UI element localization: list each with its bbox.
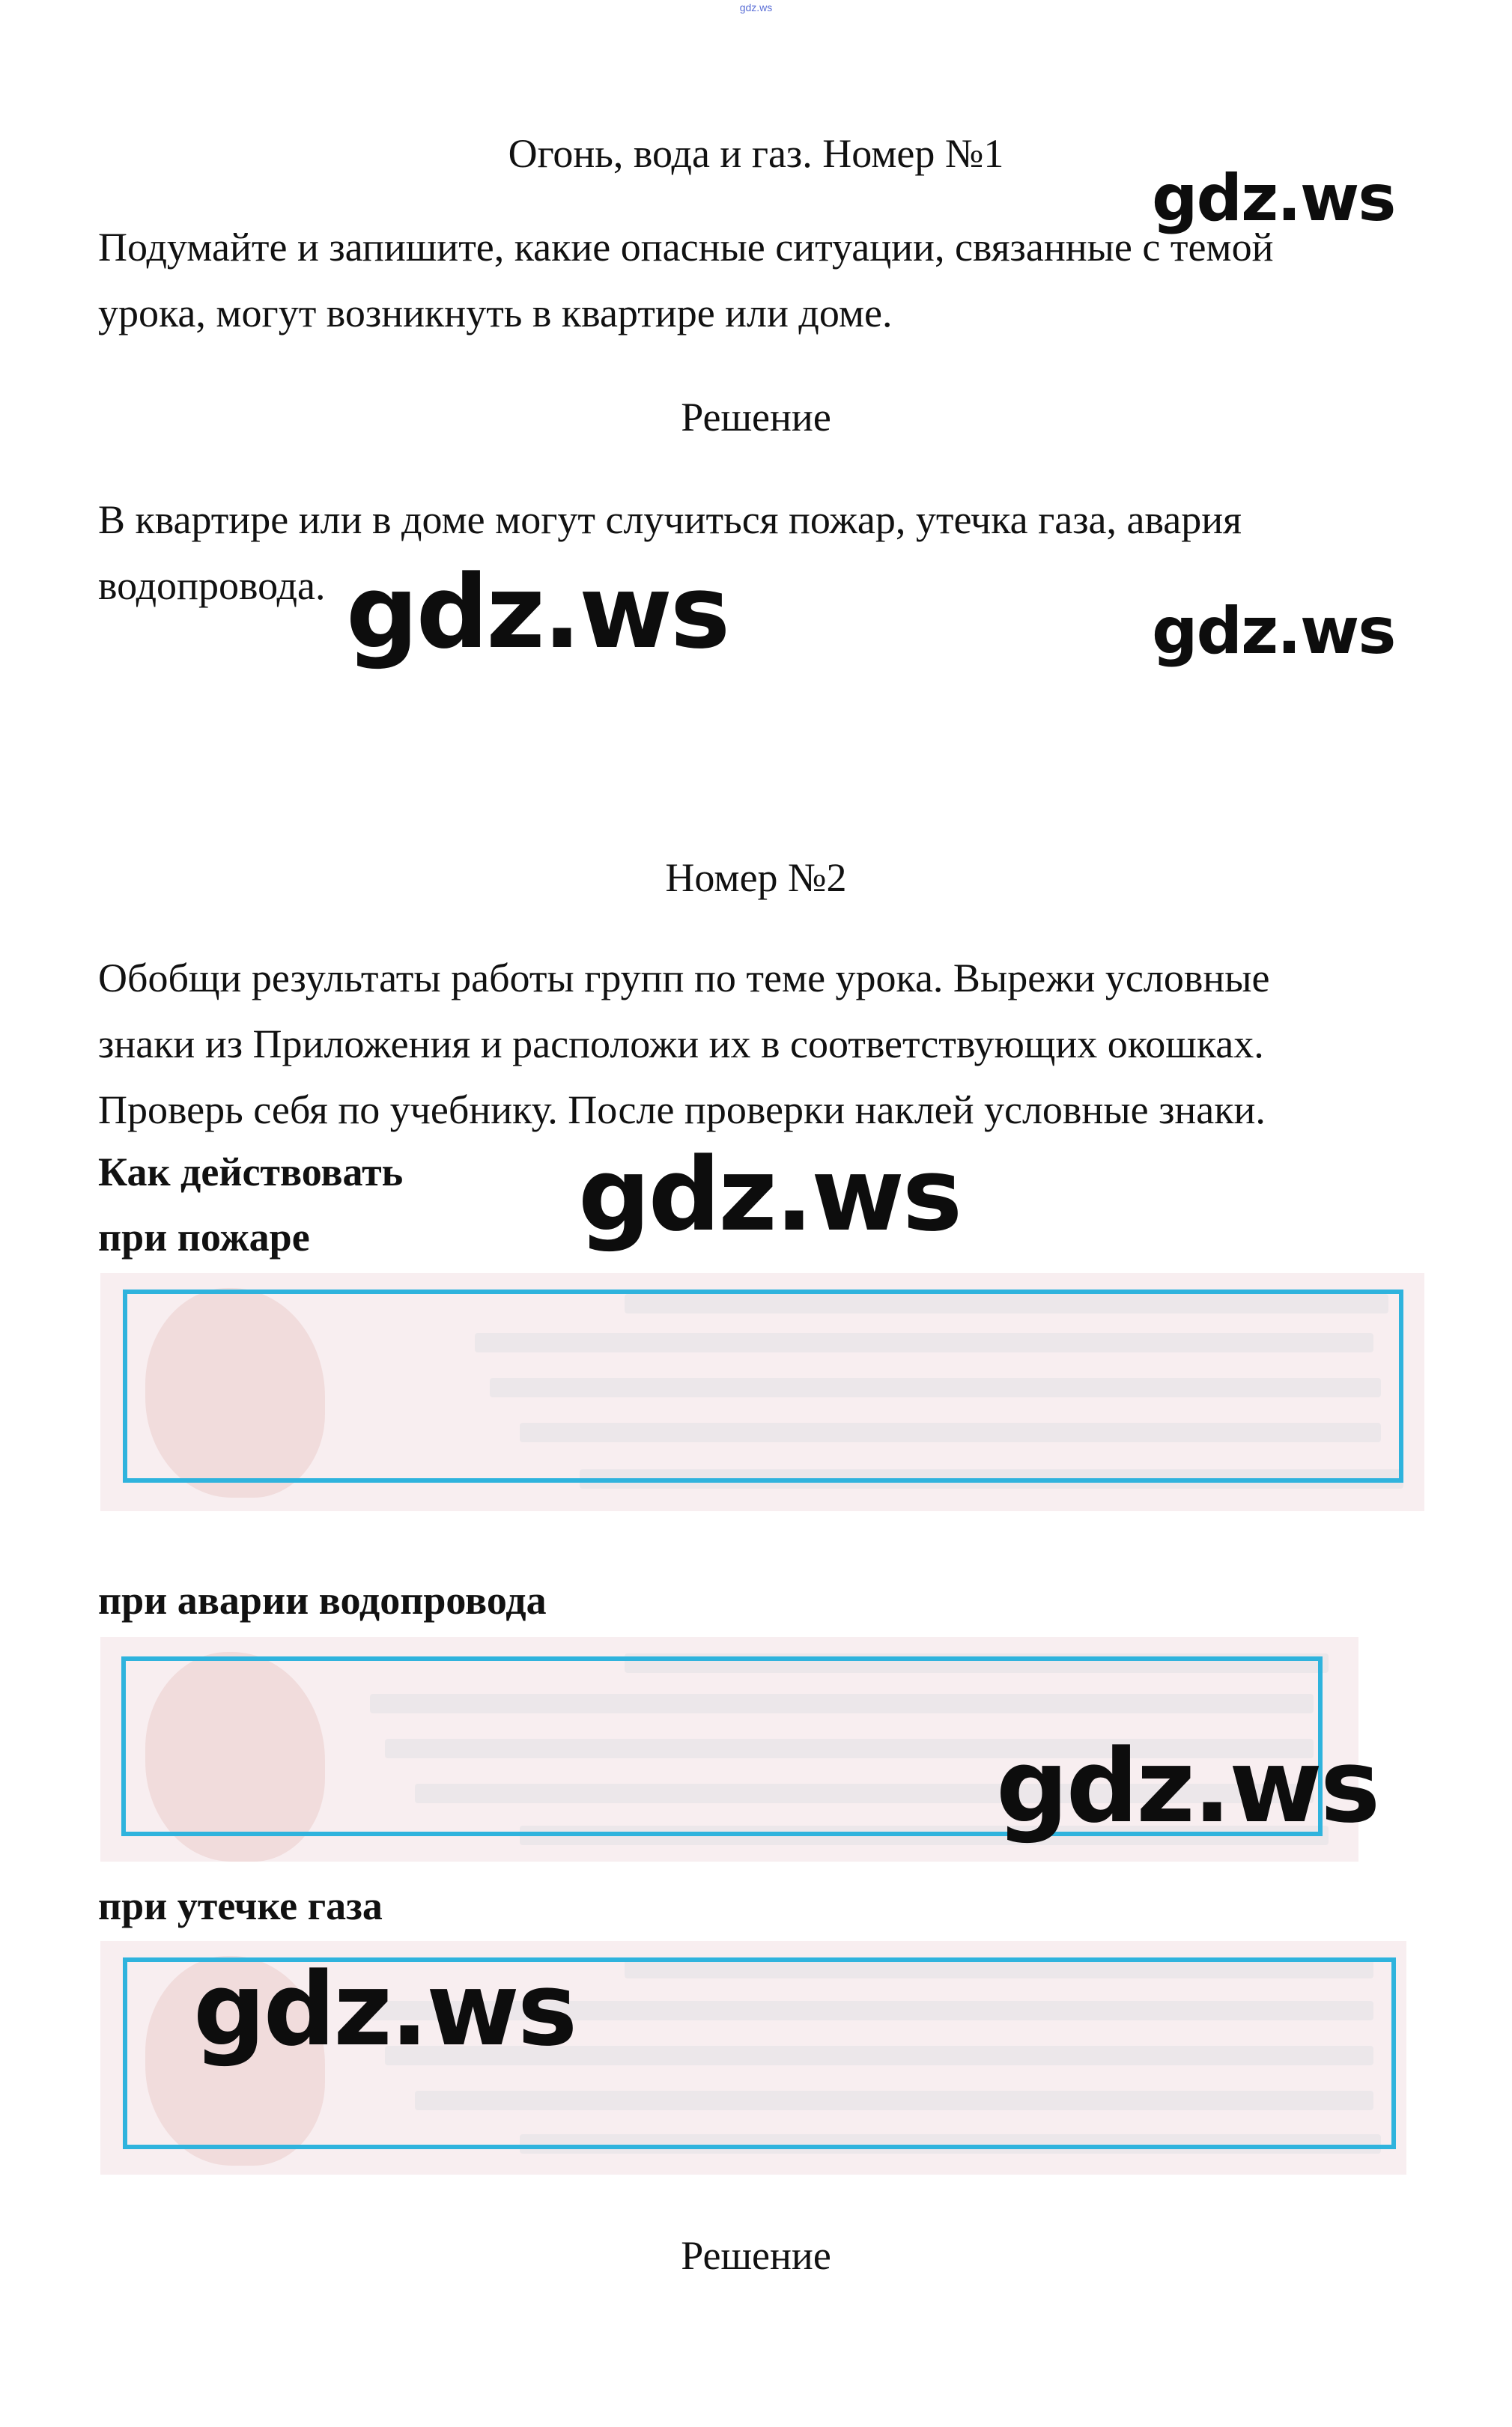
label-gas: при утечке газа	[98, 1883, 383, 1928]
top-watermark-mark: gdz.ws	[739, 1, 773, 13]
label-fire-line2: при пожаре	[98, 1215, 310, 1260]
task1-question-line: Подумайте и запишите, какие опасные ситуации, связанные с темой	[98, 225, 1274, 270]
task2-question-line: знаки из Приложения и расположи их в соответствующих окошках.	[98, 1021, 1264, 1066]
task2-question-line: Проверь себя по учебнику. После проверки наклей условные знаки.	[98, 1087, 1266, 1132]
watermark-logo: gdz.ws	[996, 1728, 1379, 1845]
task1-answer-line: водопровода.	[98, 563, 326, 608]
task1-question	[98, 214, 1416, 346]
watermark-logo: gdz.ws	[193, 1951, 576, 2068]
watermark-logo: gdz.ws	[1152, 161, 1395, 236]
task2-solution-label: Решение	[681, 2233, 831, 2278]
label-fire-line1: Как действовать	[98, 1149, 404, 1194]
label-water: при аварии водопровода	[98, 1578, 547, 1623]
watermark-logo: gdz.ws	[578, 1136, 961, 1254]
task1-solution-label: Решение	[681, 395, 831, 440]
task2-question	[98, 945, 1416, 1143]
watermark-logo: gdz.ws	[1152, 594, 1395, 669]
watermark-logo: gdz.ws	[346, 553, 729, 671]
task1-question-line: урока, могут возникнуть в квартире или доме.	[98, 291, 893, 335]
task2-title: Номер №2	[665, 855, 847, 900]
fire-signs-box	[123, 1290, 1403, 1483]
task2-question-line: Обобщи результаты работы групп по теме урока. Вырежи условные	[98, 956, 1270, 1000]
task1-title: Огонь, вода и газ. Номер №1	[508, 131, 1004, 176]
task1-answer-line: В квартире или в доме могут случиться пожар, утечка газа, авария	[98, 497, 1242, 542]
fire-signs-frame	[100, 1273, 1424, 1511]
